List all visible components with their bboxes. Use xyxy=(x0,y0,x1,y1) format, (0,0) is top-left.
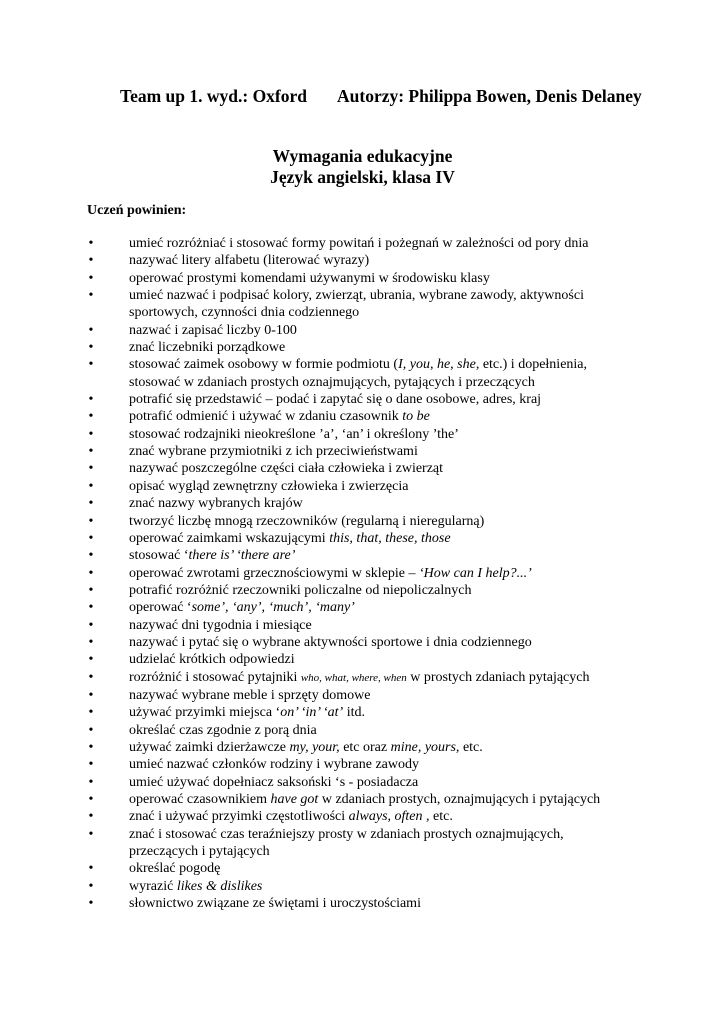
intro-heading: Uczeń powinien: xyxy=(87,203,187,218)
bullet-icon: • xyxy=(88,530,94,546)
bullet-icon: • xyxy=(88,617,94,633)
bullet-icon: • xyxy=(88,478,94,494)
list-item: • nazywać wybrane meble i sprzęty domowe xyxy=(0,687,725,704)
bullet-icon: • xyxy=(88,340,94,356)
list-item: • operować zaimkami wskazującymi this, that, these, those xyxy=(0,530,725,547)
list-item: • opisać wygląd zewnętrzny człowieka i zwierzęcia xyxy=(0,478,725,495)
bullet-icon: • xyxy=(88,687,94,703)
bullet-icon: • xyxy=(88,896,94,912)
bullet-icon: • xyxy=(88,357,94,373)
list-item: • umieć nazwać i podpisać kolory, zwierząt, ubrania, wybrane zawody, aktywności sportowych, czynności dnia codziennego xyxy=(0,287,725,322)
bullet-icon: • xyxy=(88,322,94,338)
bullet-icon: • xyxy=(88,253,94,269)
bullet-icon: • xyxy=(88,705,94,721)
bullet-icon: • xyxy=(88,739,94,755)
document-subtitle: Język angielski, klasa IV xyxy=(270,167,455,187)
bullet-icon: • xyxy=(88,392,94,408)
bullet-icon: • xyxy=(88,757,94,773)
bullet-icon: • xyxy=(88,236,94,251)
bullet-icon: • xyxy=(88,722,94,738)
bullet-icon: • xyxy=(88,652,94,668)
list-item: • znać wybrane przymiotniki z ich przeciwieństwami xyxy=(0,443,725,460)
bullet-icon: • xyxy=(88,861,94,877)
bullet-icon: • xyxy=(88,444,94,460)
list-item: • stosować zaimek osobowy w formie podmiotu (I, you, he, she, etc.) i dopełnienia, stosować w zdaniach prostych oznajmujących, pytających i przeczących xyxy=(0,356,725,391)
list-item: • operować prostymi komendami używanymi w środowisku klasy xyxy=(0,270,725,287)
list-item: • nazywać i pytać się o wybrane aktywności sportowe i dnia codziennego xyxy=(0,634,725,651)
bullet-icon: • xyxy=(88,878,94,894)
bullet-icon: • xyxy=(88,496,94,512)
list-item: • udzielać krótkich odpowiedzi xyxy=(0,651,725,668)
document-title: Wymagania edukacyjne xyxy=(272,146,453,166)
bullet-icon: • xyxy=(88,774,94,790)
bullet-icon: • xyxy=(88,826,94,842)
list-item: • znać i używać przyimki częstotliwości always, often , etc. xyxy=(0,808,725,825)
list-item: • znać i stosować czas teraźniejszy prosty w zdaniach prostych oznajmujących, przeczących i pytających xyxy=(0,826,725,861)
list-item: • umieć nazwać członków rodziny i wybrane zawody xyxy=(0,756,725,773)
bullet-icon: • xyxy=(88,565,94,581)
list-item: • używać zaimki dzierżawcze my, your, etc oraz mine, yours, etc. xyxy=(0,739,725,756)
list-item: • potrafić odmienić i używać w zdaniu czasownik to be xyxy=(0,408,725,425)
list-item: • umieć używać dopełniacz saksoński ‘s - posiadacza xyxy=(0,774,725,791)
bullet-icon: • xyxy=(88,809,94,825)
list-item: • umieć rozróżniać i stosować formy powitań i pożegnań w zależności od pory dnia xyxy=(0,235,725,252)
list-item: • rozróżnić i stosować pytajniki who, what, where, when w prostych zdaniach pytających xyxy=(0,669,725,687)
bullet-icon: • xyxy=(88,548,94,564)
bullet-icon: • xyxy=(88,288,94,304)
list-item: • potrafić się przedstawić – podać i zapytać się o dane osobowe, adres, kraj xyxy=(0,391,725,408)
list-item: • nazywać dni tygodnia i miesiące xyxy=(0,617,725,634)
list-item: • operować czasownikiem have got w zdaniach prostych, oznajmujących i pytających xyxy=(0,791,725,808)
list-item: • nazywać poszczególne części ciała człowieka i zwierząt xyxy=(0,460,725,477)
list-item: • znać nazwy wybranych krajów xyxy=(0,495,725,512)
bullet-icon: • xyxy=(88,600,94,616)
bullet-icon: • xyxy=(88,426,94,442)
bullet-icon: • xyxy=(88,582,94,598)
bullet-icon: • xyxy=(88,270,94,286)
list-item: • określać czas zgodnie z porą dnia xyxy=(0,722,725,739)
list-item: • stosować ‘there is’ ‘there are’ xyxy=(0,547,725,564)
bullet-icon: • xyxy=(88,792,94,807)
list-item: • określać pogodę xyxy=(0,860,725,877)
authors-info: Autorzy: Philippa Bowen, Denis Delaney xyxy=(337,86,642,106)
list-item: • stosować rodzajniki nieokreślone ’a’, ‘an’ i określony ’the’ xyxy=(0,426,725,443)
list-item: • wyrazić likes & dislikes xyxy=(0,878,725,895)
list-item: • potrafić rozróżnić rzeczowniki policzalne od niepoliczalnych xyxy=(0,582,725,599)
list-item: • nazwać i zapisać liczby 0-100 xyxy=(0,322,725,339)
textbook-info: Team up 1. wyd.: Oxford xyxy=(120,86,308,106)
list-item: • znać liczebniki porządkowe xyxy=(0,339,725,356)
list-item: • operować ‘some’, ‘any’, ‘much’, ‘many’ xyxy=(0,599,725,616)
list-item: • tworzyć liczbę mnogą rzeczowników (regularną i nieregularną) xyxy=(0,513,725,530)
requirements-list xyxy=(0,235,725,912)
bullet-icon: • xyxy=(88,669,94,685)
list-item: • operować zwrotami grzecznościowymi w sklepie – ‘How can I help?...’ xyxy=(0,565,725,582)
bullet-icon: • xyxy=(88,634,94,650)
list-item: • używać przyimki miejsca ‘on’ ‘in’ ‘at’ itd. xyxy=(0,704,725,721)
list-item: • słownictwo związane ze świętami i uroczystościami xyxy=(0,895,725,912)
bullet-icon: • xyxy=(88,513,94,529)
list-item: • nazywać litery alfabetu (literować wyrazy) xyxy=(0,252,725,269)
bullet-icon: • xyxy=(88,461,94,477)
bullet-icon: • xyxy=(88,409,94,425)
